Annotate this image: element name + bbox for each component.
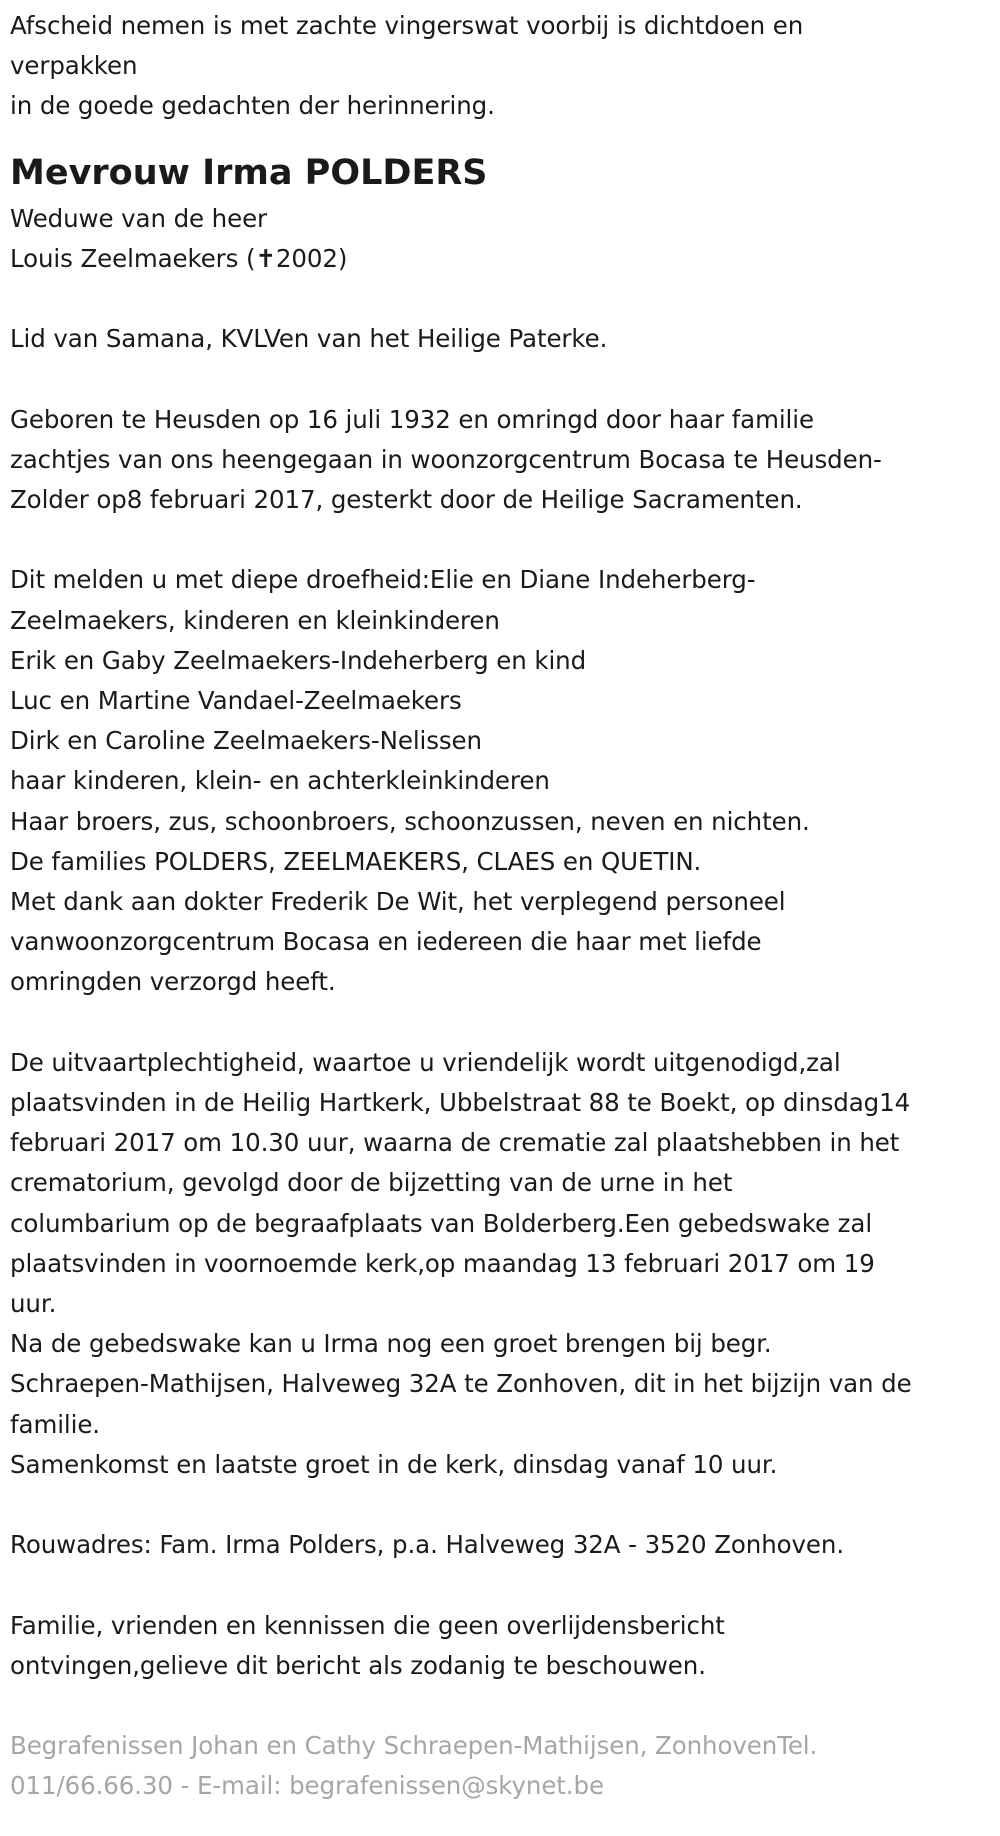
funeral-home-footer (10, 1726, 990, 1806)
deceased-name: Mevrouw Irma POLDERS (10, 152, 488, 193)
ceremony-line: uur. (10, 1289, 57, 1319)
spacer (10, 1003, 990, 1043)
birth-death-paragraph (10, 400, 990, 521)
spacer (10, 279, 990, 319)
birth-death-line: Geboren te Heusden op 16 juli 1932 en omringd door haar familie (10, 404, 814, 434)
family-line: Met dank aan dokter Frederik De Wit, het verplegend personeel (10, 887, 786, 917)
family-line: Dit melden u met diepe droefheid:Elie en Diane Indeherberg- (10, 565, 756, 595)
family-line: De families POLDERS, ZEELMAEKERS, CLAES en QUETIN. (10, 846, 702, 876)
ceremony-line: Na de gebedswake kan u Irma nog een groet brengen bij begr. (10, 1329, 772, 1359)
spouse-line: Weduwe van de heer (10, 203, 268, 233)
family-line: Haar broers, zus, schoonbroers, schoonzussen, neven en nichten. (10, 806, 810, 836)
obituary-page (0, 6, 1000, 1836)
spacer (10, 1485, 990, 1525)
ceremony-line: familie. (10, 1409, 100, 1439)
family-paragraph (10, 560, 990, 1002)
birth-death-line: Zolder op8 februari 2017, gesterkt door de Heilige Sacramenten. (10, 485, 803, 514)
intro-line: verpakken (10, 51, 138, 81)
footer-line: 011/66.66.30 - E-mail: begrafenissen@skynet.be (10, 1771, 604, 1801)
notice-paragraph (10, 1606, 990, 1686)
ceremony-line: De uitvaartplechtigheid, waartoe u vriendelijk wordt uitgenodigd,zal (10, 1047, 841, 1077)
spacer (10, 520, 990, 560)
spacer (10, 1565, 990, 1605)
ceremony-line: Samenkomst en laatste groet in de kerk, dinsdag vanaf 10 uur. (10, 1449, 778, 1479)
family-line: vanwoonzorgcentrum Bocasa en iedereen die haar met liefde (10, 927, 762, 957)
spouse-line: Louis Zeelmaekers (✝2002) (10, 243, 348, 273)
ceremony-line: columbarium op de begraafplaats van Bolderberg.Een gebedswake zal (10, 1208, 873, 1238)
ceremony-paragraph (10, 1043, 990, 1485)
notice-line: ontvingen,gelieve dit bericht als zodanig te beschouwen. (10, 1650, 706, 1680)
family-line: Dirk en Caroline Zeelmaekers-Nelissen (10, 726, 482, 756)
spacer (10, 359, 990, 399)
membership-text: Lid van Samana, KVLVen van het Heilige Paterke. (10, 324, 608, 354)
birth-death-line: zachtjes van ons heengegaan in woonzorgcentrum Bocasa te Heusden- (10, 444, 882, 474)
ceremony-line: crematorium, gevolgd door de bijzetting van de urne in het (10, 1168, 733, 1198)
intro-line: Afscheid nemen is met zachte vingerswat voorbij is dichtdoen en (10, 11, 804, 40)
family-line: Luc en Martine Vandael-Zeelmaekers (10, 686, 462, 715)
family-line: Zeelmaekers, kinderen en kleinkinderen (10, 605, 500, 635)
mourning-address: Rouwadres: Fam. Irma Polders, p.a. Halveweg 32A - 3520 Zonhoven. (10, 1530, 845, 1560)
intro-line: in de goede gedachten der herinnering. (10, 91, 495, 121)
footer-line: Begrafenissen Johan en Cathy Schraepen-Mathijsen, ZonhovenTel. (10, 1731, 818, 1761)
ceremony-line: plaatsvinden in voornoemde kerk,op maandag 13 februari 2017 om 19 (10, 1248, 875, 1278)
spouse-info (10, 199, 990, 279)
notice-line: Familie, vrienden en kennissen die geen overlijdensbericht (10, 1610, 725, 1640)
spacer (10, 1686, 990, 1726)
intro-verse (10, 6, 990, 127)
family-line: haar kinderen, klein- en achterkleinkinderen (10, 766, 550, 796)
ceremony-line: plaatsvinden in de Heilig Hartkerk, Ubbelstraat 88 te Boekt, op dinsdag14 (10, 1088, 911, 1118)
ceremony-line: Schraepen-Mathijsen, Halveweg 32A te Zonhoven, dit in het bijzijn van de (10, 1369, 912, 1399)
family-line: omringden verzorgd heeft. (10, 967, 336, 997)
ceremony-line: februari 2017 om 10.30 uur, waarna de crematie zal plaatshebben in het (10, 1128, 900, 1158)
family-line: Erik en Gaby Zeelmaekers-Indeherberg en kind (10, 645, 587, 675)
